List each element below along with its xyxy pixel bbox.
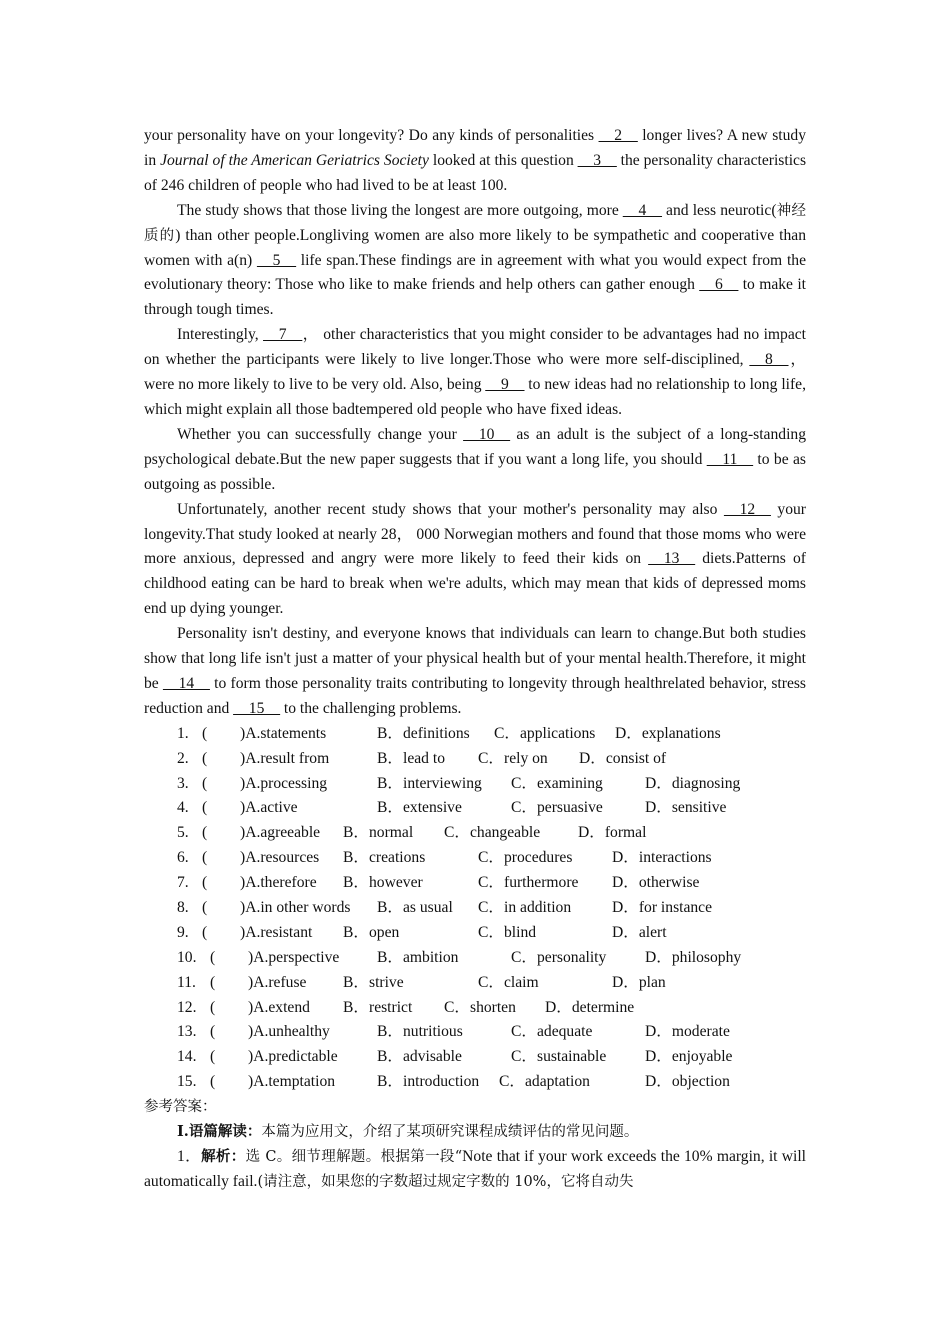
option-c: C．personality xyxy=(511,948,607,966)
option-b: B．ambition xyxy=(377,948,459,966)
option-a: )A.resources xyxy=(240,849,320,867)
question-number: 10. xyxy=(177,948,197,966)
blank-13: __13__ xyxy=(648,550,696,568)
journal-title: Journal of the American Geriatrics Society xyxy=(160,151,429,169)
question-number: 9. xyxy=(177,923,189,941)
blank-12: __12__ xyxy=(724,500,771,518)
question-row-2 xyxy=(144,747,806,772)
passage-paragraph-0: your personality have on your longevity? Do any kinds of personalities __2__ longer lives? A new study in Journal of the American Geriatrics Society looked at this question __3__ the personality characteristics of 246 children of people who had lived to be at least 100. xyxy=(144,127,807,194)
answer-paren[interactable]: ( xyxy=(202,898,208,916)
option-d: D．enjoyable xyxy=(645,1048,733,1066)
question-row-10 xyxy=(144,946,806,971)
option-b: B．creations xyxy=(343,849,426,867)
option-c: C．sustainable xyxy=(511,1048,607,1066)
option-a: )A.processing xyxy=(240,774,328,792)
answer-paren[interactable]: ( xyxy=(210,1073,216,1091)
blank-9: __9__ xyxy=(485,376,525,394)
question-row-13 xyxy=(144,1020,806,1045)
question-number: 15. xyxy=(177,1073,197,1091)
option-d: D．formal xyxy=(578,824,647,842)
intro-text: 本篇为应用文，介绍了某项研究课程成绩评估的常见问题。 xyxy=(261,1124,639,1140)
question-number: 3. xyxy=(177,774,189,792)
option-d: D．for instance xyxy=(612,898,713,916)
option-a: )A.temptation xyxy=(248,1073,336,1091)
option-c: C．procedures xyxy=(478,849,573,867)
option-c: C．adequate xyxy=(511,1023,593,1041)
answer-paren[interactable]: ( xyxy=(202,749,208,767)
option-b: B．interviewing xyxy=(377,774,482,792)
answer-paren[interactable]: ( xyxy=(210,998,216,1016)
answer-paren[interactable]: ( xyxy=(210,1048,216,1066)
option-c: C．persuasive xyxy=(511,799,603,817)
intro-label: Ⅰ.语篇解读： xyxy=(177,1123,262,1140)
option-a: )A.statements xyxy=(240,724,327,742)
answer-paren[interactable]: ( xyxy=(202,824,208,842)
option-a: )A.therefore xyxy=(240,874,317,892)
answer-paren[interactable]: ( xyxy=(202,774,208,792)
option-b: B．extensive xyxy=(377,799,462,817)
question-row-3 xyxy=(144,772,806,797)
option-d: D．explanations xyxy=(615,724,721,742)
question-number: 11. xyxy=(177,973,196,991)
option-b: B．open xyxy=(343,923,400,941)
question-list xyxy=(144,722,806,1095)
option-b: B．restrict xyxy=(343,998,413,1016)
answer-paren[interactable]: ( xyxy=(202,724,208,742)
option-c: C．changeable xyxy=(444,824,541,842)
question-number: 7. xyxy=(177,874,189,892)
option-d: D．diagnosing xyxy=(645,774,741,792)
answer-paren[interactable]: ( xyxy=(210,1023,216,1041)
blank-3: __3__ xyxy=(577,151,617,169)
blank-6: __6__ xyxy=(699,276,739,294)
passage-paragraph-2: Interestingly, __7__， other characteristics that you might consider to be advantages had no impact on whether the participants were likely to live longer.Those who were more self-disciplined, __8__， were no more likely to live to be very old. Also, being __9__ to new ideas had no relationship to long life, which might explain all those badtempered old people who have fixed ideas. xyxy=(144,326,806,418)
option-a: )A.result from xyxy=(240,749,330,767)
answer-number: 1． xyxy=(177,1147,202,1165)
option-d: D．alert xyxy=(612,923,667,941)
answers-heading: 参考答案： xyxy=(144,1099,217,1116)
question-number: 8. xyxy=(177,898,189,916)
option-d: D．determine xyxy=(545,998,635,1016)
blank-15: __15__ xyxy=(233,699,280,717)
option-a: )A.predictable xyxy=(248,1048,338,1066)
option-d: D．otherwise xyxy=(612,874,700,892)
question-number: 5. xyxy=(177,824,189,842)
option-a: )A.unhealthy xyxy=(248,1023,330,1041)
question-number: 4. xyxy=(177,799,189,817)
option-c: C．adaptation xyxy=(499,1073,590,1091)
option-b: B．strive xyxy=(343,973,404,991)
option-c: C．shorten xyxy=(444,998,516,1016)
question-number: 13. xyxy=(177,1023,197,1041)
passage-paragraph-1: The study shows that those living the longest are more outgoing, more __4__ and less neurotic(神经质的) than other people.Longliving women are also more likely to be sympathetic and cooperative than women with a(n) __5__ life span.These findings are in agreement with what you would expect from the evolutionary theory: Those who like to make friends and help others can gather enough __6__ to make it through tough times. xyxy=(144,201,806,319)
passage-paragraph-3: Whether you can successfully change your __10__ as an adult is the subject of a long-standing psychological debate.But the new paper suggests that if you want a long life, you should __11__ to be as outgoing as possible. xyxy=(144,425,806,493)
answer-paren[interactable]: ( xyxy=(210,973,216,991)
option-a: )A.agreeable xyxy=(240,824,321,842)
question-row-14 xyxy=(144,1045,806,1070)
answers-intro xyxy=(144,1120,806,1145)
option-b: B．nutritious xyxy=(377,1023,463,1041)
blank-14: __14__ xyxy=(163,674,210,692)
option-a: )A.resistant xyxy=(240,923,313,941)
answer-item-1: 1．解析：选 C。细节理解题。根据第一段“Note that if your work exceeds the 10% margin, it will automatically fail.(请注意，如果您的字数超过规定字数的 10%，它将自动失 xyxy=(144,1147,806,1190)
document-page xyxy=(144,124,806,1195)
option-c: C．claim xyxy=(478,973,539,991)
question-row-12 xyxy=(144,996,806,1021)
option-d: D．objection xyxy=(645,1073,730,1091)
answer-paren[interactable]: ( xyxy=(202,923,208,941)
question-number: 6. xyxy=(177,849,189,867)
option-c: C．furthermore xyxy=(478,874,579,892)
question-number: 1. xyxy=(177,724,189,742)
option-d: D．consist of xyxy=(579,749,667,767)
option-b: B．lead to xyxy=(377,749,445,767)
option-b: B．as usual xyxy=(377,898,453,916)
option-c: C．rely on xyxy=(478,749,548,767)
analysis-label: 解析： xyxy=(201,1147,246,1165)
option-c: C．examining xyxy=(511,774,603,792)
option-c: C．applications xyxy=(494,724,596,742)
chinese-gloss: 神经质的 xyxy=(144,202,806,244)
answer-paren[interactable]: ( xyxy=(202,849,208,867)
option-a: )A.perspective xyxy=(248,948,340,966)
blank-4: __4__ xyxy=(622,201,662,219)
option-b: B．normal xyxy=(343,824,414,842)
option-a: )A.extend xyxy=(248,998,310,1016)
option-d: D．moderate xyxy=(645,1023,730,1041)
passage-paragraph-5: Personality isn't destiny, and everyone knows that individuals can learn to change.But both studies show that long life isn't just a matter of your physical health but of your mental health.Therefore, it might be __14__ to form those personality traits contributing to longevity through healthrelated behavior, stress reduction and __15__ to the challenging problems. xyxy=(144,625,807,717)
option-d: D．interactions xyxy=(612,849,712,867)
blank-2: __2__ xyxy=(598,127,638,144)
question-row-5 xyxy=(144,821,806,846)
question-row-11 xyxy=(144,971,806,996)
blank-10: __10__ xyxy=(463,425,510,443)
question-row-15 xyxy=(144,1070,806,1095)
option-b: B．definitions xyxy=(377,724,470,742)
option-c: C．in addition xyxy=(478,898,572,916)
option-b: B．however xyxy=(343,874,423,892)
blank-8: __8__ xyxy=(749,351,789,369)
option-d: D．sensitive xyxy=(645,799,727,817)
answer-paren[interactable]: ( xyxy=(210,948,216,966)
option-b: B．introduction xyxy=(377,1073,480,1091)
passage-paragraph-4: Unfortunately, another recent study shows that your mother's personality may also __12__ your longevity.That study looked at nearly 28， 000 Norwegian mothers and found that those moms who were more anxious, depressed and angry were more likely to feed their kids on __13__ diets.Patterns of childhood eating can be hard to break when we're adults, which may mean that kids of depressed moms end up dying younger. xyxy=(144,500,807,618)
answer-paren[interactable]: ( xyxy=(202,874,208,892)
option-a: )A.active xyxy=(240,799,298,817)
question-number: 2. xyxy=(177,749,189,767)
option-a: )A.in other words xyxy=(240,898,351,916)
question-row-1 xyxy=(144,722,806,747)
question-row-6 xyxy=(144,846,806,871)
question-row-4 xyxy=(144,796,806,821)
option-d: D．philosophy xyxy=(645,948,742,966)
question-number: 12. xyxy=(177,998,197,1016)
option-b: B．advisable xyxy=(377,1048,462,1066)
blank-11: __11__ xyxy=(706,450,754,468)
option-a: )A.refuse xyxy=(248,973,307,991)
question-row-8 xyxy=(144,896,806,921)
option-c: C．blind xyxy=(478,923,537,941)
option-d: D．plan xyxy=(612,973,666,991)
answer-paren[interactable]: ( xyxy=(202,799,208,817)
blank-5: __5__ xyxy=(257,251,296,269)
question-number: 14. xyxy=(177,1048,197,1066)
question-row-9 xyxy=(144,921,806,946)
blank-7: __7__ xyxy=(263,326,303,344)
question-row-7 xyxy=(144,871,806,896)
